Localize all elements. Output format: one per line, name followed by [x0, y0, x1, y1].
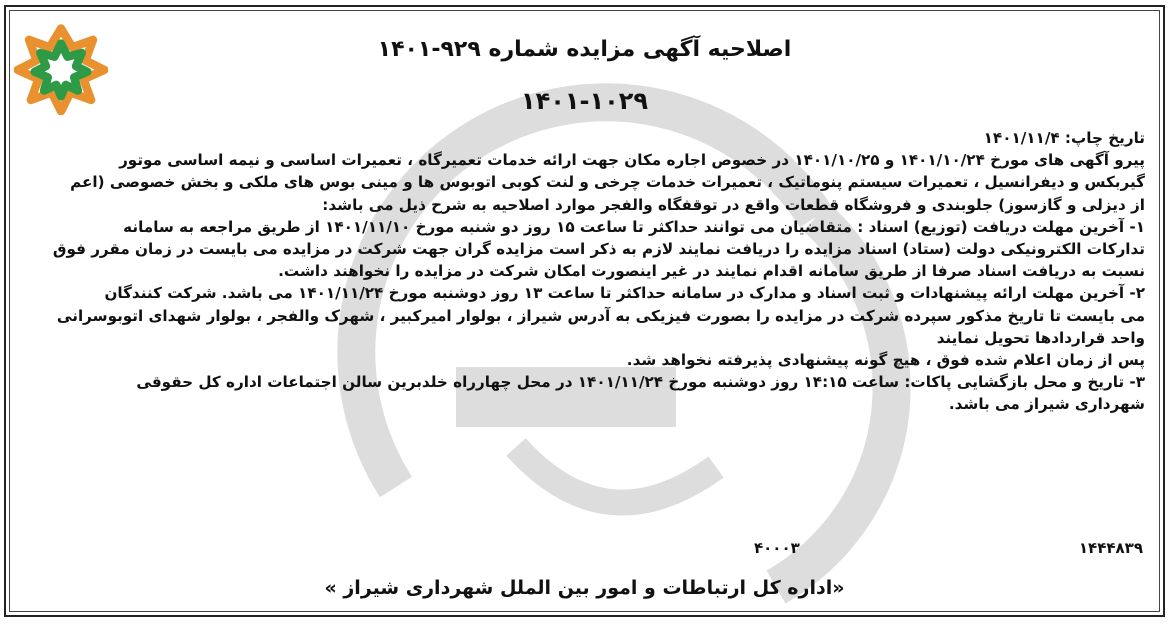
notice-body: [22, 127, 1145, 415]
issuer-signature: «اداره کل ارتباطات و امور بین الملل شهرداری شیراز »: [324, 577, 845, 599]
notice-frame: [4, 5, 1165, 617]
code-left: ۴۰۰۰۳: [754, 539, 800, 557]
item1-line: نسبت به دریافت اسناد صرفا از طریق سامانه اقدام نمایند در غیر اینصورت امکان شرکت در مزایده را نخواهند داشت.: [278, 262, 1145, 281]
notice-number: ۱۴۰۱-۱۰۲۹: [520, 87, 649, 115]
item2-line: می بایست تا تاریخ مذکور سپرده شرکت در مزایده را بصورت فیزیکی به آدرس شیراز ، بولوار امیرکبیر ، شهرک والفجر ، بولوار شهدای اتوبوسرانی: [56, 306, 1145, 325]
reference-codes: [6, 539, 1163, 561]
item2-line: پس از زمان اعلام شده فوق ، هیچ گونه پیشنهادی پذیرفته نخواهد شد.: [626, 350, 1145, 369]
item2-line: واحد قراردادها تحویل نمایند: [936, 328, 1145, 347]
notice-title: اصلاحیه آگهی مزایده شماره ۹۲۹-۱۴۰۱: [377, 37, 792, 62]
item1-line: ۱- آخرین مهلت دریافت (توزیع) اسناد : متقاضیان می توانند حداکثر تا ساعت ۱۵ روز دو شنبه مورخ ۱۴۰۱/۱۱/۱۰ از طریق مراجعه به سامانه: [123, 217, 1145, 236]
item1-line: تدارکات الکترونیکی دولت (ستاد) اسناد مزایده را دریافت نمایند لازم به ذکر است مزایده گران جهت شرکت در مزایده می بایست در زمان مقرر فوق: [52, 239, 1145, 258]
item3-line: شهرداری شیراز می باشد.: [948, 395, 1145, 414]
intro-line: از دیزلی و گازسوز) جلوبندی و فروشگاه قطعات واقع در توقفگاه والفجر موارد اصلاحیه به شرح ذیل می باشد:: [322, 195, 1145, 214]
print-date: تاریخ چاپ: ۱۴۰۱/۱۱/۴: [983, 129, 1145, 147]
intro-line: پیرو آگهی های مورخ ۱۴۰۱/۱۰/۲۴ و ۱۴۰۱/۱۰/۲۵ در خصوص اجاره مکان جهت ارائه خدمات تعمیرگاه ، تعمیرات اساسی و نیمه اساسی موتور: [119, 151, 1145, 170]
intro-line: گیربکس و دیفرانسیل ، تعمیرات سیستم پنوماتیک ، تعمیرات خدمات چرخی و لنت کوبی اتوبوس ها و مینی بوس های ملکی و بخش خصوصی (اعم: [70, 173, 1145, 192]
item2-line: ۲- آخرین مهلت ارائه پیشنهادات و ثبت اسناد و مدارک در سامانه حداکثر تا ساعت ۱۳ روز دوشنبه مورخ ۱۴۰۱/۱۱/۲۴ می باشد. شرکت کنندگان: [104, 284, 1145, 303]
code-right: ۱۴۴۴۸۳۹: [1078, 539, 1143, 557]
item3-line: ۳- تاریخ و محل بازگشایی پاکات: ساعت ۱۴:۱۵ روز دوشنبه مورخ ۱۴۰۱/۱۱/۲۴ در محل چهارراه خلدبرین سالن اجتماعات اداره کل حقوقی: [136, 373, 1145, 392]
